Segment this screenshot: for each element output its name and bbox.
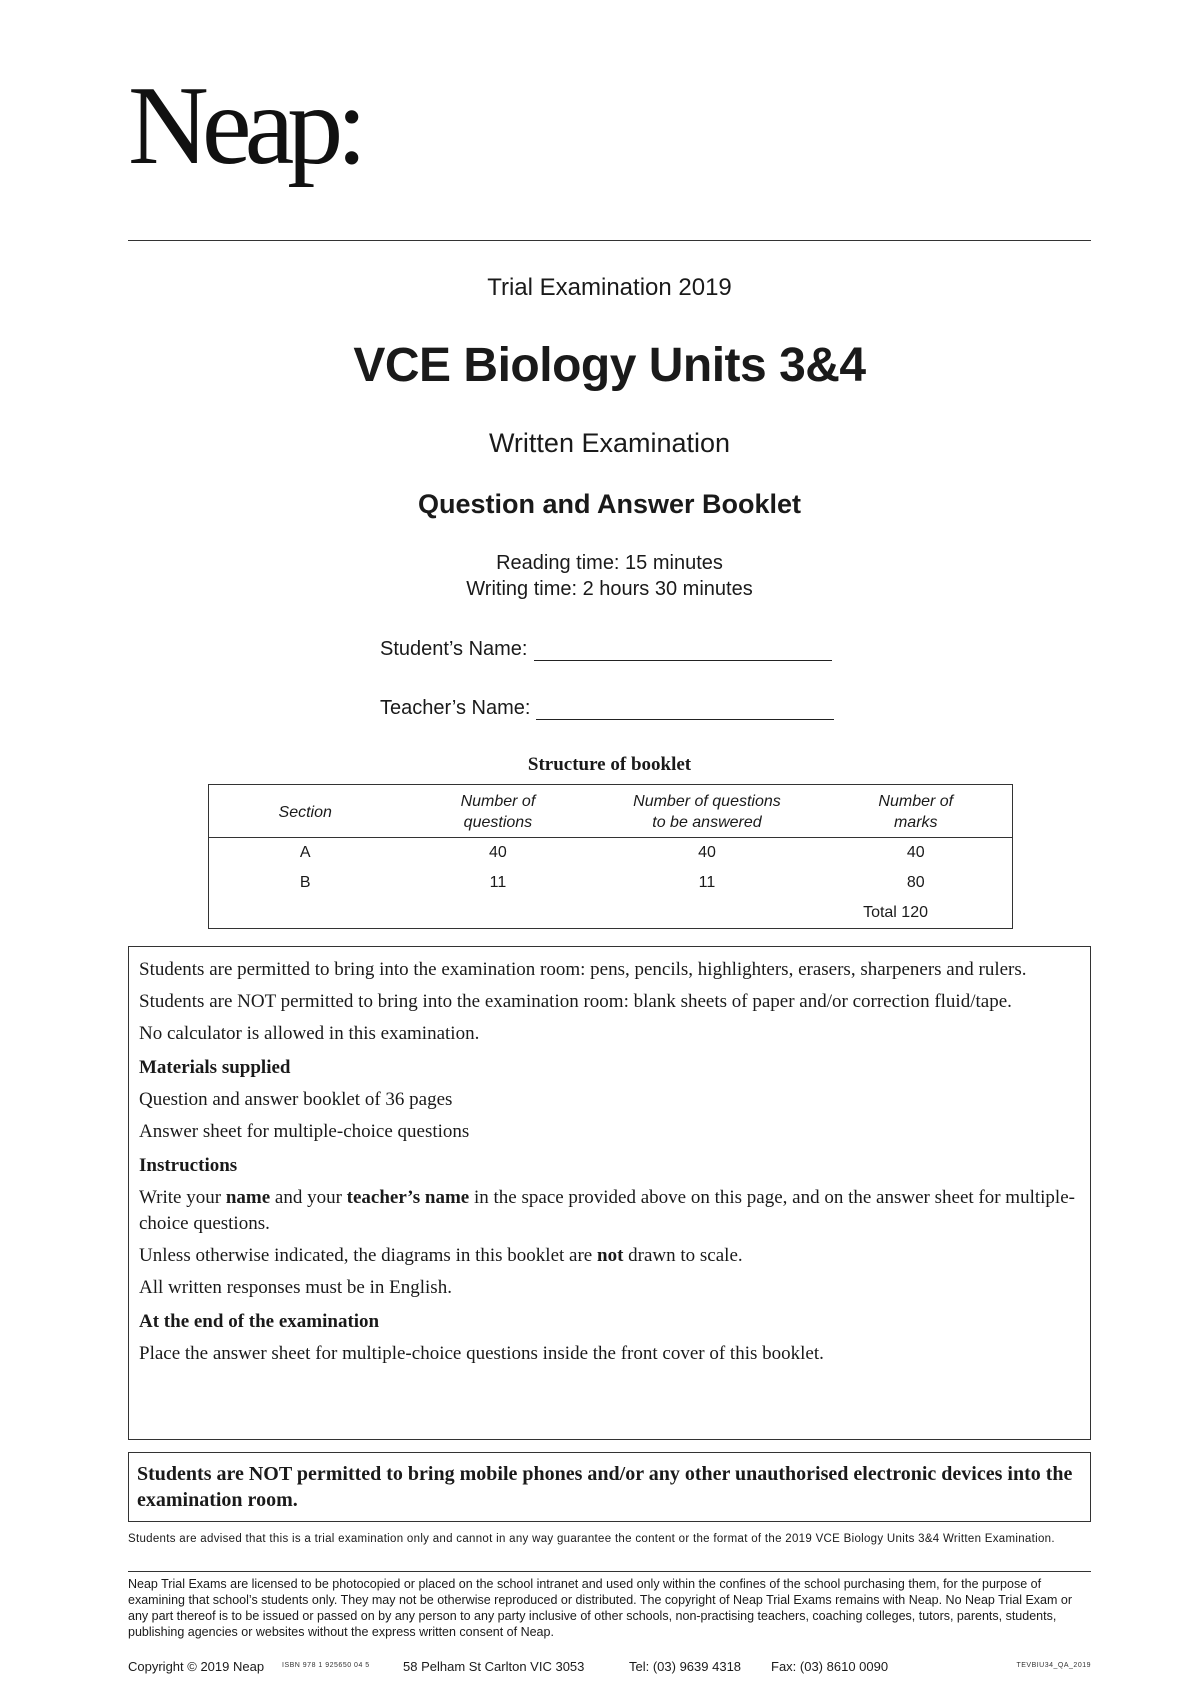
footer-divider — [128, 1571, 1091, 1572]
instruction-write-names: Write your name and your teacher’s name in the space provided above on this page, and on the answer sheet for multiple-choice questions. — [139, 1187, 1075, 1234]
structure-title: Structure of booklet — [527, 754, 692, 775]
not-permitted-items: Students are NOT permitted to bring into the examination room: blank sheets of paper and/or correction fluid/tape. — [139, 991, 1012, 1012]
table-header-row — [209, 785, 1013, 838]
fax: Fax: (03) 8610 0090 — [771, 1659, 889, 1674]
cell-marks: 40 — [906, 844, 925, 861]
table-row — [209, 868, 1013, 898]
end-heading: At the end of the examination — [139, 1311, 380, 1332]
header-number-of-marks: Number of marks — [820, 785, 1013, 838]
teacher-name-field[interactable] — [536, 699, 834, 720]
header-section: Section — [209, 785, 402, 838]
teacher-name-label: Teacher’s Name: — [380, 697, 531, 719]
cell-section: A — [299, 844, 311, 861]
header-number-of-questions: Number of questions — [401, 785, 594, 838]
writing-time: Writing time: 2 hours 30 minutes — [466, 578, 753, 600]
cell-marks: 80 — [906, 874, 925, 891]
end-instruction: Place the answer sheet for multiple-choice questions inside the front cover of this booklet. — [139, 1343, 824, 1364]
cell-questions: 11 — [489, 874, 507, 891]
cell-questions: 40 — [489, 844, 507, 861]
table-row — [209, 838, 1013, 869]
student-name-field[interactable] — [534, 640, 832, 661]
instruction-scale: Unless otherwise indicated, the diagrams in this booklet are not drawn to scale. — [139, 1245, 743, 1266]
cell-answered: 11 — [698, 874, 716, 891]
structure-table — [208, 784, 1013, 929]
student-name-label: Student’s Name: — [380, 638, 528, 660]
materials-item: Question and answer booklet of 36 pages — [139, 1089, 453, 1110]
trial-disclaimer: Students are advised that this is a trial examination only and cannot in any way guarantee the content or the format of the 2019 VCE Biology Units 3&4 Written Examination. — [128, 1533, 1055, 1545]
exam-type: Written Examination — [488, 428, 731, 458]
cell-section: B — [299, 874, 311, 891]
total-marks: Total 120 — [863, 904, 928, 921]
materials-heading: Materials supplied — [139, 1057, 291, 1078]
licence-text: Neap Trial Exams are licensed to be photocopied or placed on the school intranet and used only within the confines of the school purchasing them, for the purpose of examining that school’s students only. They may not be otherwise reproduced or distributed. The copyright of Neap Trial Exams remains with Neap. No Neap Trial Exam or any part thereof is to be issued or passed on by any person to any party inclusive of other schools, non-practising teachers, coaching colleges, tutors, parents, students, publishing agencies or websites without the express written consent of Neap. — [128, 1577, 1072, 1639]
cell-answered: 40 — [698, 844, 716, 861]
telephone: Tel: (03) 9639 4318 — [629, 1659, 742, 1674]
table-total-row — [209, 898, 1013, 929]
permitted-items: Students are permitted to bring into the examination room: pens, pencils, highlighters, erasers, sharpeners and rulers. — [139, 959, 1027, 980]
header-questions-to-answer: Number of questions to be answered — [594, 785, 819, 838]
trial-title: Trial Examination 2019 — [487, 274, 732, 301]
electronic-devices-warning: Students are NOT permitted to bring mobile phones and/or any other unauthorised electronic devices into the examination room. — [128, 1452, 1091, 1522]
teacher-name-row — [380, 697, 834, 720]
student-name-row — [380, 638, 832, 661]
booklet-title: Question and Answer Booklet — [417, 489, 802, 519]
instruction-english: All written responses must be in English. — [139, 1277, 452, 1298]
header-divider — [128, 240, 1091, 241]
reading-time: Reading time: 15 minutes — [496, 552, 723, 574]
instructions-heading: Instructions — [139, 1155, 238, 1176]
neap-logo: Neap: — [128, 64, 361, 188]
address: 58 Pelham St Carlton VIC 3053 — [403, 1659, 585, 1674]
product-code: TEVBIU34_QA_2019 — [1016, 1662, 1091, 1669]
materials-item: Answer sheet for multiple-choice questions — [139, 1121, 470, 1142]
copyright: Copyright © 2019 Neap — [128, 1659, 265, 1674]
course-title: VCE Biology Units 3&4 — [353, 339, 866, 392]
instructions-box — [128, 946, 1091, 1440]
isbn: ISBN 978 1 925650 04 5 — [282, 1662, 370, 1669]
calculator-note: No calculator is allowed in this examination. — [139, 1023, 480, 1044]
